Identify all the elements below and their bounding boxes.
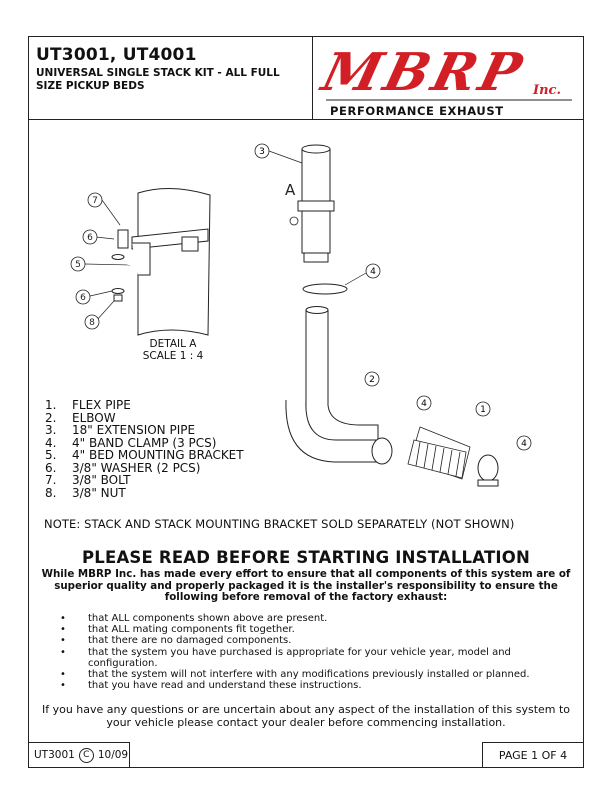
bullet-icon: • — [60, 680, 66, 692]
check-text: that ALL components shown above are present. — [88, 613, 328, 624]
callout-label: 1 — [480, 405, 486, 415]
part-number: 6. — [45, 460, 57, 475]
part-number: 1. — [45, 398, 57, 412]
part-number: 2. — [45, 410, 57, 425]
callout-label: 2 — [369, 375, 375, 385]
document-title: UT3001, UT4001 — [36, 45, 197, 65]
callout-label: 3 — [259, 147, 265, 157]
check-text: that the system you have purchased is appropriate for your vehicle year, model and configuration. — [88, 646, 511, 669]
part-number: 4. — [45, 435, 57, 450]
parts-list — [45, 399, 244, 499]
detail-callouts — [71, 193, 102, 329]
detail-callout-lines — [85, 200, 130, 321]
document-date: 10/09 — [97, 749, 129, 761]
part-name: 4" BED MOUNTING BRACKET — [72, 448, 244, 462]
install-heading: PLEASE READ BEFORE STARTING INSTALLATION — [81, 548, 530, 567]
logo-inc: Inc. — [533, 83, 561, 98]
lower-assembly — [296, 400, 566, 500]
extension-pipe — [298, 145, 334, 262]
document-subtitle: UNIVERSAL SINGLE STACK KIT - ALL FULL SIZE PICKUP BEDS — [36, 67, 280, 92]
part-name: 3/8" BOLT — [72, 473, 131, 487]
part-number: 8. — [45, 485, 57, 500]
checklist — [60, 613, 575, 691]
part-number: 7. — [45, 473, 57, 487]
detail-title: DETAIL A — [149, 338, 197, 350]
callout-label: 6 — [87, 233, 93, 243]
list-item — [45, 487, 244, 500]
logo-text: MBRP — [316, 41, 532, 103]
callout-label: 5 — [75, 260, 81, 270]
check-text: that ALL mating components fit together. — [88, 624, 295, 636]
part-number: 5. — [45, 448, 57, 462]
list-item — [45, 399, 244, 412]
copyright-icon: C — [79, 748, 94, 763]
bullet-icon: • — [60, 646, 66, 658]
part-name: 4" BAND CLAMP (3 PCS) — [72, 435, 217, 450]
list-item — [45, 474, 244, 487]
bullet-icon: • — [60, 635, 66, 647]
part-name: 3/8" NUT — [72, 485, 126, 500]
callout-label: 6 — [80, 293, 86, 303]
list-item — [45, 424, 244, 437]
list-item — [60, 635, 575, 646]
header-divider — [28, 119, 584, 120]
part-name: ELBOW — [72, 410, 116, 425]
callout-label: 4 — [370, 267, 376, 277]
separate-items-note: NOTE: STACK AND STACK MOUNTING BRACKET SOLD SEPARATELY (NOT SHOWN) — [44, 517, 515, 531]
install-intro: While MBRP Inc. has made every effort to ensure that all components of this system are of superior quality and properly packaged it is the installer's responsibility to ensure the following before removal of the factory exhaust: — [41, 568, 571, 603]
list-item — [45, 449, 244, 462]
detail-a-view — [112, 188, 210, 335]
part-name: 3/8" WASHER (2 PCS) — [72, 460, 201, 475]
list-item — [60, 647, 575, 669]
callout-label: 7 — [92, 196, 98, 206]
check-text: that there are no damaged components. — [88, 635, 292, 647]
list-item — [60, 680, 575, 691]
band-clamp — [303, 284, 347, 294]
document-code-box — [28, 742, 130, 768]
header-vertical-divider — [312, 36, 313, 119]
part-name: 18" EXTENSION PIPE — [72, 423, 196, 437]
part-number: 3. — [45, 423, 57, 437]
part-name: FLEX PIPE — [72, 398, 131, 412]
callout-label: 4 — [521, 439, 527, 449]
page-number: PAGE 1 OF 4 — [482, 742, 584, 768]
bullet-icon: • — [60, 669, 66, 681]
detail-scale: SCALE 1 : 4 — [142, 350, 204, 362]
callout-label: 8 — [89, 318, 95, 328]
list-item — [60, 613, 575, 624]
check-text: that you have read and understand these instructions. — [88, 680, 362, 692]
list-item — [60, 669, 575, 680]
check-text: that the system will not interfere with any modifications previously installed or planned. — [88, 669, 530, 681]
document-code: UT3001 — [34, 749, 75, 761]
list-item — [60, 624, 575, 635]
detail-marker: A — [285, 181, 296, 199]
callout-label: 4 — [421, 399, 427, 409]
brand-tagline: PERFORMANCE EXHAUST — [330, 104, 504, 118]
bullet-icon: • — [60, 624, 66, 636]
detail-label — [128, 338, 218, 362]
bullet-icon: • — [60, 613, 66, 624]
contact-notice: If you have any questions or are uncertain about any aspect of the installation of this system to your vehicle please contact your dealer before commencing installation. — [41, 703, 571, 729]
